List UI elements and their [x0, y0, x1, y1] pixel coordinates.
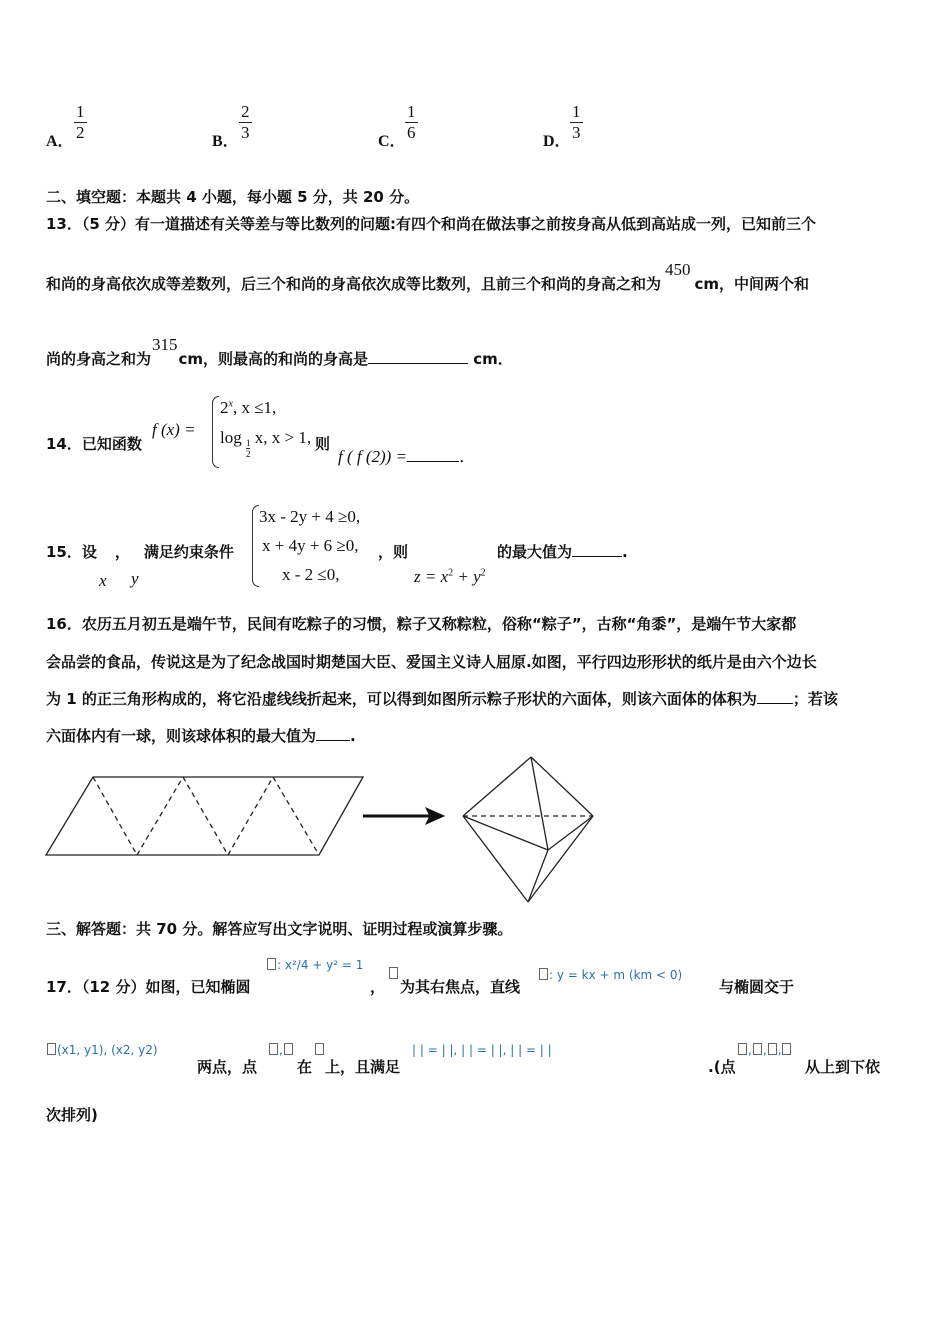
q17-order-points: , , ,: [737, 1043, 792, 1057]
q17-order-icon-4: [782, 1043, 791, 1055]
fold-line-3: [183, 777, 228, 855]
q17-point-a-icon: [47, 1043, 56, 1055]
q17-order-icon-1: [738, 1043, 747, 1055]
q16-sphere-blank[interactable]: [316, 726, 350, 741]
q13-line1: 13．（5 分）有一道描述有关等差与等比数列的问题:有四个和尚在做法事之前按身高从低到高站成一列，已知前三个: [46, 215, 817, 233]
q17-on: 在: [297, 1058, 313, 1076]
q17-upper: 上，且满足: [325, 1058, 401, 1076]
q17-ellipse-text: : x²/4 + y² = 1: [277, 958, 364, 972]
q16-line4-end: .: [350, 727, 356, 745]
q13-value-450: 450: [665, 260, 691, 279]
option-a-label: A．: [46, 133, 74, 150]
q15-var-y: y: [131, 569, 139, 588]
q17-two-points: 两点，点: [197, 1058, 258, 1076]
section-3-heading: 三、解答题：共 70 分。解答应写出文字说明、证明过程或演算步骤。: [46, 920, 513, 938]
q14-case-1: [220, 398, 276, 418]
fold-line-4: [228, 777, 273, 855]
q17-curve-icon: [315, 1043, 324, 1055]
q15-z-sup1: 2: [448, 567, 454, 579]
q15-tail: [497, 541, 628, 562]
fold-line-1: [93, 777, 137, 855]
q17-order-icon-2: [753, 1043, 762, 1055]
q15-z: z = x: [414, 567, 449, 586]
q14-log-base-den: 2: [245, 449, 251, 459]
q15-tail-text: 的最大值为: [497, 543, 573, 561]
option-b-denominator: 3: [241, 123, 250, 142]
option-d-denominator: 3: [572, 123, 581, 142]
q14-fx: f (x) =: [152, 420, 196, 439]
q14-ffx: f ( f (2)) =: [338, 447, 408, 466]
q14-case2-cond: x, x > 1,: [250, 428, 312, 447]
option-c-denominator: 6: [407, 123, 416, 142]
q17-points: [46, 1043, 158, 1057]
q14-function-name: [152, 420, 196, 440]
q14-end: ．: [459, 447, 477, 466]
q16-volume-blank[interactable]: [757, 689, 793, 704]
q16-line2: 会品尝的食品，传说这是为了纪念战国时期楚国大臣、爱国主义诗人屈原.如图，平行四边形形状的纸片是由六个边长: [46, 653, 817, 671]
q17-order: 从上到下依: [805, 1058, 881, 1076]
q15-z-sup2: 2: [480, 567, 486, 579]
q14-answer-blank[interactable]: [407, 447, 459, 462]
option-a-denominator: 2: [76, 123, 85, 142]
q17-order-icon-3: [768, 1043, 777, 1055]
q17-focus-text: 为其右焦点，直线: [400, 978, 521, 996]
q15-constraint-2: x + 4y + 6 ≥0,: [262, 536, 359, 555]
q17-focus-icon: [389, 967, 398, 979]
q15-comma: ，: [114, 543, 130, 561]
q17-condition: [412, 1043, 552, 1057]
q15-end: .: [622, 543, 628, 561]
q17-line1: [46, 976, 250, 997]
q13-line2-text: 和尚的身高依次成等差数列，后三个和尚的身高依次成等比数列，且前三个和尚的身高之和为: [46, 275, 662, 293]
q17-prefix: 17．（12 分）如图，已知椭圆: [46, 978, 251, 996]
q14-log-base-num: 1: [245, 438, 251, 448]
q17-ellipse-equation: [266, 958, 363, 972]
q14-case1-exp: x: [228, 398, 233, 410]
fold-line-5: [273, 777, 319, 855]
q14-expression: [338, 442, 476, 467]
option-c-fraction: [405, 102, 418, 143]
q15-objective: [414, 567, 486, 587]
q13-line2-end: cm，中间两个和: [694, 275, 810, 293]
option-d-fraction: [570, 102, 583, 143]
q15-label: 15．设: [46, 543, 97, 561]
option-c-numerator: 1: [407, 102, 416, 121]
q16-figure: [40, 752, 610, 908]
q13-answer-blank[interactable]: [368, 349, 468, 364]
parallelogram-outline: [46, 777, 363, 855]
q17-condition-text: | | = | |, | | = | |, | | = | |: [412, 1043, 552, 1057]
option-b-fraction: [239, 102, 252, 143]
q17-ellipse-name-icon: [267, 958, 276, 970]
q13-line3-end: cm．: [468, 350, 513, 368]
q14-log: log: [220, 428, 242, 447]
q16-line1: 16．农历五月初五是端午节，民间有吃粽子的习惯，粽子又称粽粒，俗称“粽子”，古称“角黍”，是端午节大家都: [46, 615, 797, 633]
q13-line3-text: 尚的身高之和为: [46, 350, 152, 368]
q15-then: ，则: [378, 543, 409, 561]
q14-brace: [212, 396, 219, 468]
q17-last: 次排列): [46, 1106, 98, 1124]
q14-case1-cond: , x ≤1,: [232, 398, 277, 417]
edge-top-left: [463, 757, 531, 816]
q15-answer-blank[interactable]: [572, 542, 622, 557]
arrow: [363, 808, 444, 824]
q15-var-x: x: [99, 571, 107, 590]
edge-bottom-right: [528, 816, 593, 902]
section-2-heading: 二、填空题：本题共 4 小题，每小题 5 分，共 20 分。: [46, 188, 420, 206]
q13-line3-mid: cm，则最高的和尚的身高是: [178, 350, 369, 368]
q17-line-name-icon: [539, 968, 548, 980]
q14-then: 则: [315, 435, 331, 453]
q16-line3-end: ；若该: [792, 690, 838, 708]
q17-point-d-icon: [284, 1043, 293, 1055]
q14-case1-base: 2: [220, 398, 229, 417]
q15-constraint-text: 满足约束条件: [143, 543, 234, 561]
q17-point-c-icon: [269, 1043, 278, 1055]
q17-tail1: 与椭圆交于: [719, 978, 795, 996]
q17-points-text: (x1, y1), (x2, y2): [57, 1043, 158, 1057]
q17-point-cd: ,: [268, 1043, 294, 1057]
q15-prefix: [46, 541, 234, 562]
q14-prefix: 14．已知函数: [46, 435, 142, 453]
option-c-label: C．: [378, 133, 406, 150]
q15-constraint-1: 3x - 2y + 4 ≥0,: [259, 507, 361, 526]
option-a-numerator: 1: [76, 102, 85, 121]
q16-line4-text: 六面体内有一球，则该球体积的最大值为: [46, 727, 317, 745]
q13-line3: [46, 335, 513, 369]
q17-comma: ，: [370, 978, 386, 996]
hexahedron: [463, 757, 593, 902]
q16-line3: [46, 688, 838, 709]
parallelogram-net: [46, 777, 363, 855]
q17-curve: [314, 1043, 325, 1057]
edge-bottom-front: [528, 850, 548, 902]
q16-line4: [46, 725, 356, 746]
fold-lines: [93, 777, 319, 855]
q17-line-text: : y = kx + m (km < 0): [549, 968, 683, 982]
q15-brace: [252, 505, 259, 587]
q15-constraint-3: x - 2 ≤0,: [282, 565, 340, 584]
option-b-numerator: 2: [241, 102, 250, 121]
q17-line-equation: [538, 968, 682, 982]
option-d-label: D．: [543, 133, 571, 150]
option-a-fraction: [74, 102, 87, 143]
option-d-numerator: 1: [572, 102, 581, 121]
q13-value-315: 315: [152, 335, 178, 354]
q16-line3-text: 为 1 的正三角形构成的，将它沿虚线线折起来，可以得到如图所示粽子形状的六面体，则该六面体的体积为: [46, 690, 757, 708]
q15-z-plus: + y: [453, 567, 481, 586]
fold-line-2: [137, 777, 183, 855]
q14-case-2: [220, 428, 311, 459]
option-b-label: B．: [212, 133, 239, 150]
q17-focus-symbol: [388, 967, 399, 981]
q17-paren: .(点: [708, 1058, 736, 1076]
q13-line2: [46, 260, 810, 294]
